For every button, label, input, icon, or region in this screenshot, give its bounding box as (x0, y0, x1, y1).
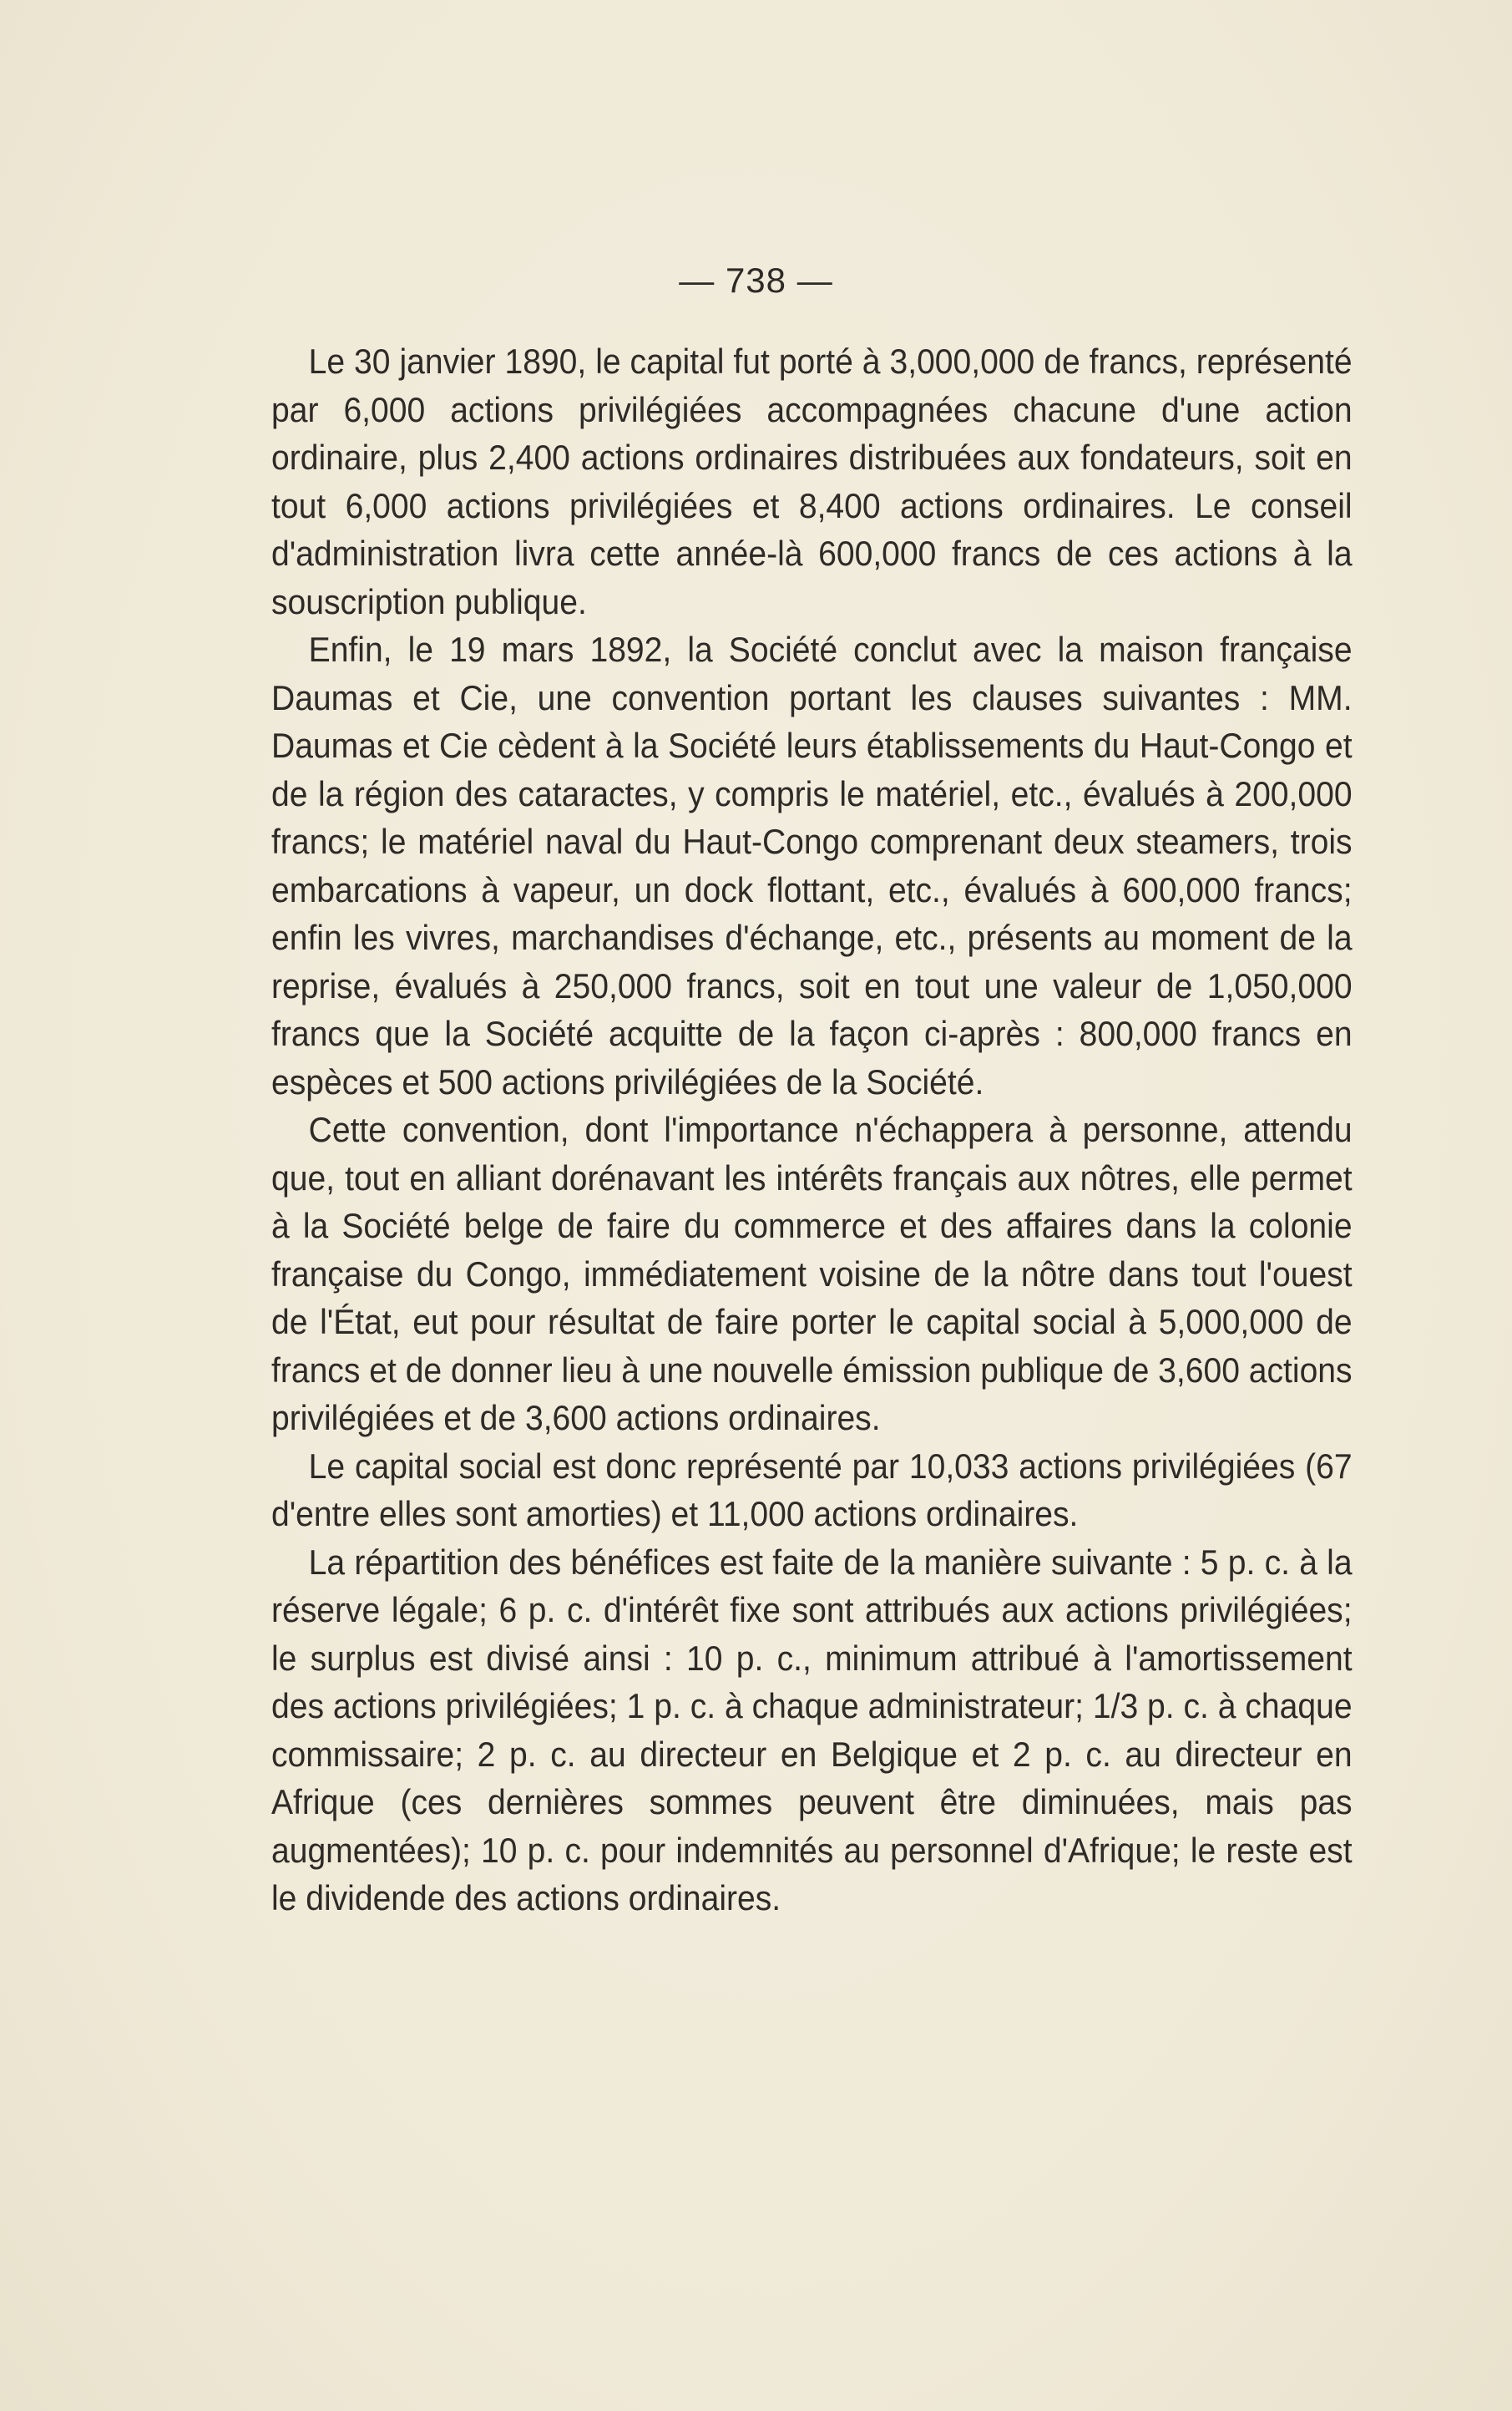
paragraph-repartition-benefices: La répartition des bénéfices est faite de la manière suivante : 5 p. c. à la réserve légale; 6 p. c. d'intérêt fixe sont attribués aux actions privilégiées; le surplus est divisé ainsi : 10 p. c., minimum attribué à l'amortissement des actions privilégiées; 1 p. c. à chaque administrateur; 1/3 p. c. à chaque commissaire; 2 p. c. au directeur en Belgique et 2 p. c. au directeur en Afrique (ces dernières sommes peuvent être diminuées, mais pas augmentées); 10 p. c. pour indemnités au personnel d'Afrique; le reste est le dividende des actions ordinaires. (271, 1542, 1353, 1917)
paragraph-capital-1890: Le 30 janvier 1890, le capital fut porté à 3,000,000 de francs, représenté par 6,000 actions privilégiées accompagnées chacune d'une action ordinaire, plus 2,400 actions ordinaires distribuées aux fondateurs, soit en tout 6,000 actions privilégiées et 8,400 actions ordinaires. Le conseil d'administration livra cette année-là 600,000 francs de ces actions à la souscription publique. (271, 342, 1353, 621)
paragraph-convention-daumas: Enfin, le 19 mars 1892, la Société conclut avec la maison française Daumas et Cie, une convention portant les clauses suivantes : MM. Daumas et Cie cèdent à la Société leurs établissements du Haut-Congo et de la région des cataractes, y compris le matériel, etc., évalués à 200,000 francs; le matériel naval du Haut-Congo comprenant deux steamers, trois embarcations à vapeur, un dock flottant, etc., évalués à 600,000 francs; enfin les vivres, marchandises d'échange, etc., présents au moment de la reprise, évalués à 250,000 francs, soit en tout une valeur de 1,050,000 francs que la Société acquitte de la façon ci-après : 800,000 francs en espèces et 500 actions privilégiées de la Société. (271, 630, 1353, 1102)
page-number: — 738 — (679, 261, 833, 300)
body-text (271, 337, 1353, 1922)
paragraph-capital-social: Le capital social est donc représenté par 10,033 actions privilégiées (67 d'entre elles sont amorties) et 11,000 actions ordinaires. (271, 1446, 1353, 1533)
paragraph-convention-importance: Cette convention, dont l'importance n'échappera à personne, attendu que, tout en alliant dorénavant les intérêts français aux nôtres, elle permet à la Société belge de faire du commerce et des affaires dans la colonie française du Congo, immédiatement voisine de la nôtre dans tout l'ouest de l'État, eut pour résultat de faire porter le capital social à 5,000,000 de francs et de donner lieu à une nouvelle émission publique de 3,600 actions privilégiées et de 3,600 actions ordinaires. (271, 1110, 1353, 1437)
